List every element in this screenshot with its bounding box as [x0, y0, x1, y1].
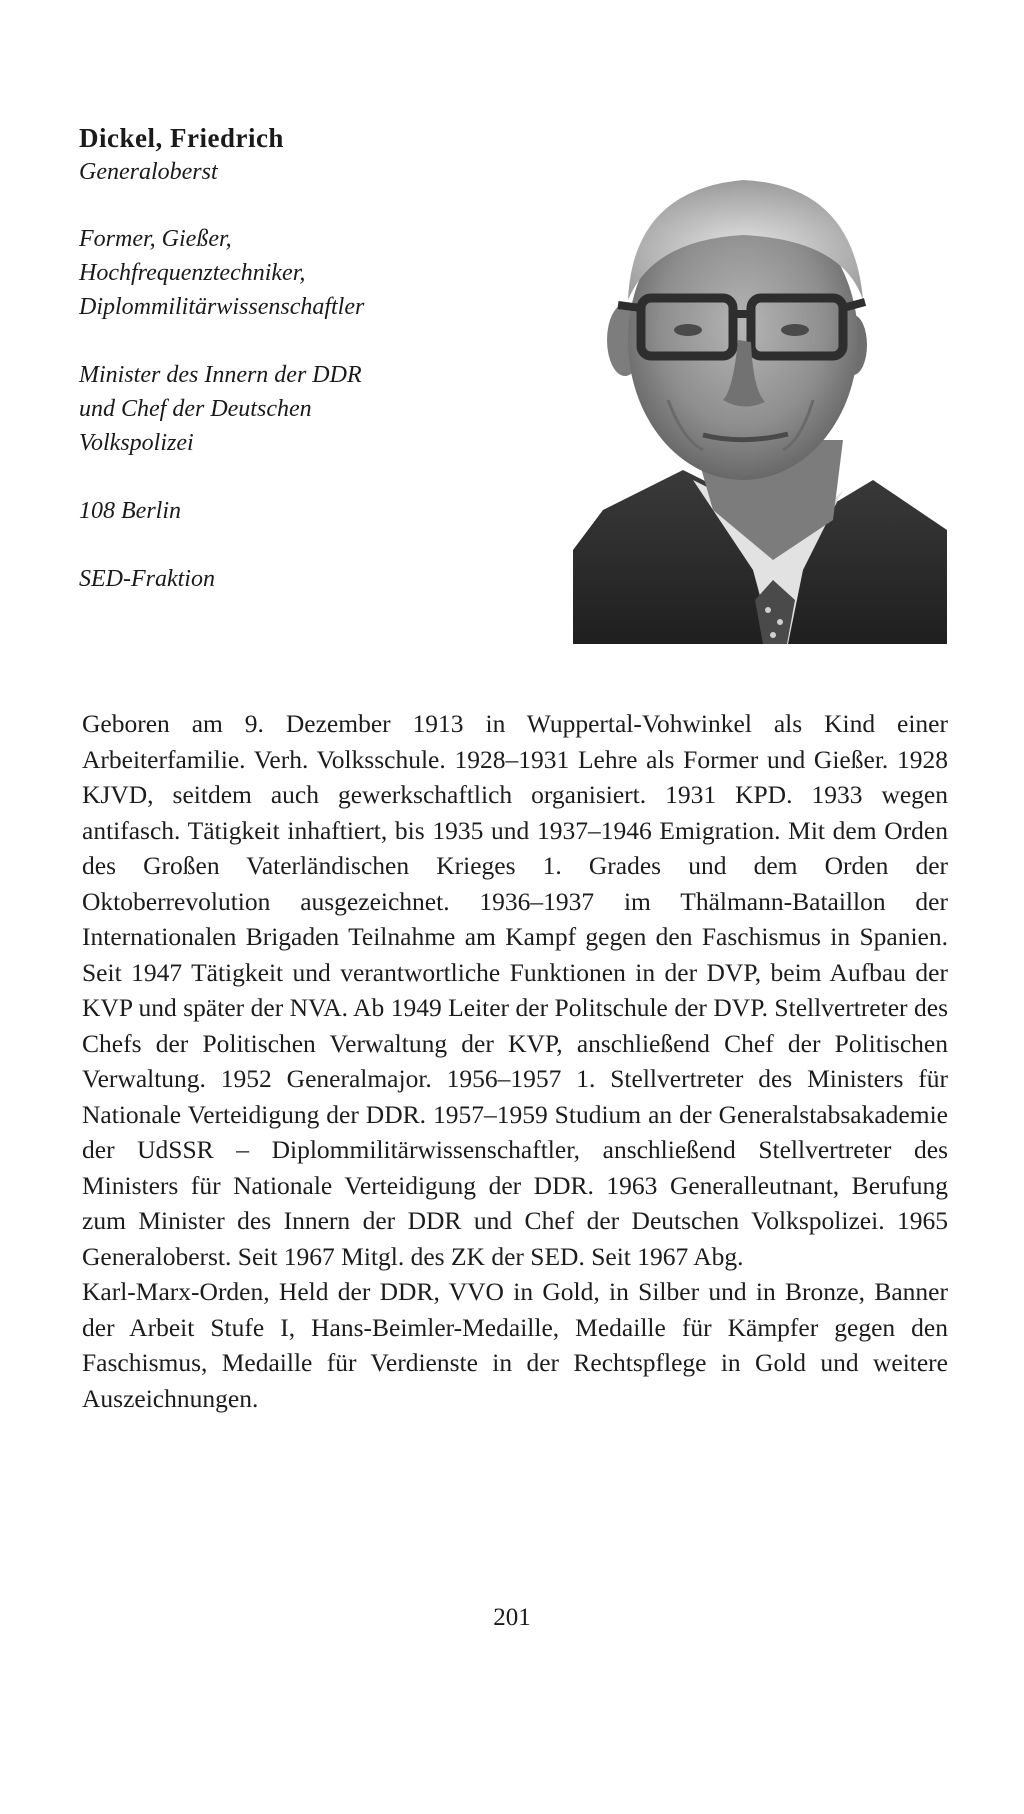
profession-line: Hochfrequenztechniker,	[79, 260, 306, 286]
office-line: Volkspolizei	[79, 430, 194, 456]
location: 108 Berlin	[79, 498, 181, 524]
person-rank: Generaloberst	[79, 159, 218, 185]
biography-paragraph: Geboren am 9. Dezember 1913 in Wuppertal-Vohwinkel als Kind einer Arbeiterfamilie. Verh. Volksschule. 1928–1931 Lehre als Former und Gießer. 1928 KJVD, seitdem auch gewerkschaftlich organisiert. 1931 KPD. 1933 wegen antifasch. Tätigkeit inhaftiert, bis 1935 und 1937–1946 Emigration. Mit dem Orden des Großen Vaterländischen Krieges 1. Grades und dem Orden der Oktoberrevolution ausgezeichnet. 1936–1937 im Thälmann-Bataillon der Internationalen Brigaden Teilnahme am Kampf gegen den Faschismus in Spanien. Seit 1947 Tätigkeit und verantwortliche Funktionen in der DVP, beim Aufbau der KVP und später der NVA. Ab 1949 Leiter der Politschule der DVP. Stellvertreter des Chefs der Politischen Verwaltung der KVP, anschließend Chef der Politischen Verwaltung. 1952 Generalmajor. 1956–1957 1. Stellvertreter des Ministers für Nationale Verteidigung der DDR. 1957–1959 Studium an der Generalstabsakademie der UdSSR – Diplommilitärwissenschaftler, anschließend Stellvertreter des Ministers für Nationale Verteidigung der DDR. 1963 Generalleutnant, Berufung zum Minister des Innern der DDR und Chef der Deutschen Volkspolizei. 1965 Generaloberst. Seit 1967 Mitgl. des ZK der SED. Seit 1967 Abg.	[82, 709, 948, 1271]
office-line: Minister des Innern der DDR	[79, 362, 362, 388]
professions-list	[79, 222, 549, 324]
portrait-photo-icon	[573, 150, 947, 644]
profession-line: Former, Gießer,	[79, 226, 232, 252]
entry-header	[79, 120, 549, 596]
page-number: 201	[493, 1604, 531, 1631]
faction: SED-Fraktion	[79, 566, 215, 592]
profession-line: Diplommilitärwissenschaftler	[79, 294, 365, 320]
person-name: Dickel, Friedrich	[79, 123, 284, 153]
awards-paragraph: Karl-Marx-Orden, Held der DDR, VVO in Gold, in Silber und in Bronze, Banner der Arbeit Stufe I, Hans-Beimler-Medaille, Medaille für Kämpfer gegen den Faschismus, Medaille für Verdienste in der Rechtspflege in Gold und weitere Auszeichnungen.	[82, 1277, 948, 1413]
offices-list	[79, 358, 549, 460]
office-line: und Chef der Deutschen	[79, 396, 312, 422]
biography	[82, 706, 948, 1416]
